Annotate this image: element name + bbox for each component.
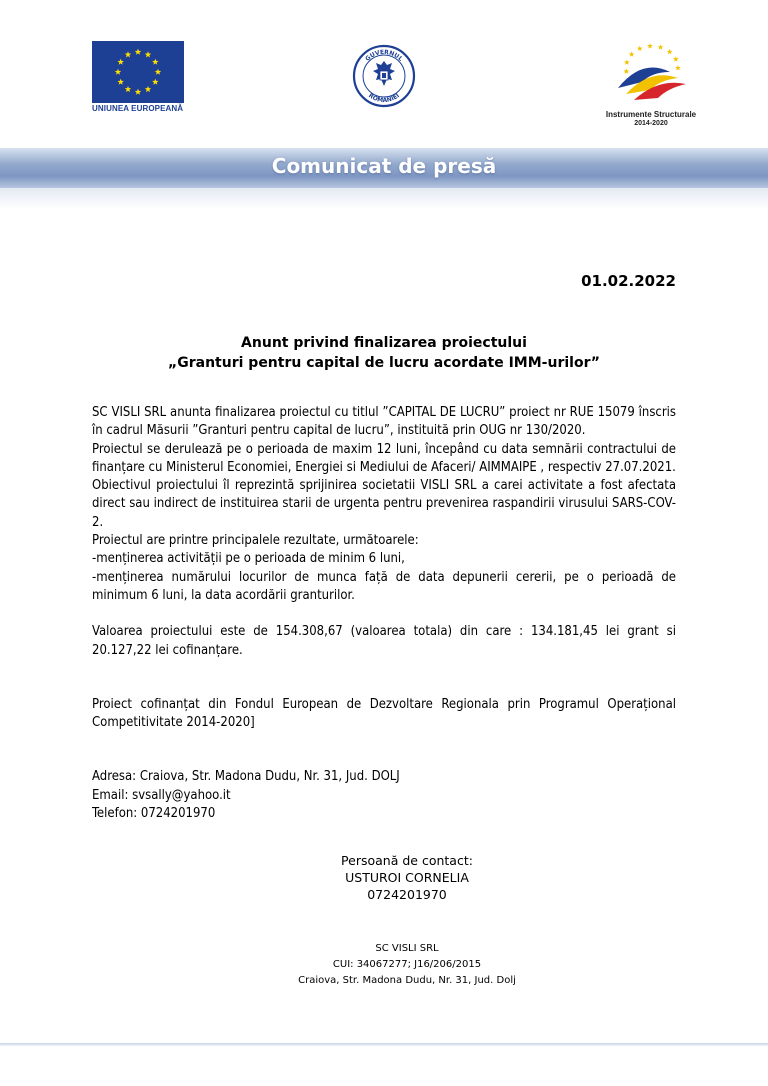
structural-star-icon: [647, 43, 653, 48]
eu-star-icon: [125, 51, 131, 57]
paragraph-cofinancing: Proiect cofinanțat din Fondul European de Dezvoltare Regionala prin Programul Operațional Competitivitate 2014-2020]: [92, 696, 676, 731]
paragraph-objective: Obiectivul proiectului îl reprezintă sprijinirea societatii VISLI SRL a carei activitate a fost afectata direct sau indirect de instituirea starii de urgenta pentru prevenirea raspandirii virusului SARS-COV-2.: [92, 478, 676, 530]
paragraph-duration: Proiectul se derulează pe o perioada de maxim 12 luni, începând cu data semnării contractului de finanțare cu Ministerul Economiei, Energiei si Mediului de Afaceri/ AIMMAIPE , respectiv 27.07.2021.: [92, 441, 676, 475]
banner-shadow: [0, 188, 768, 210]
eu-star-icon: [125, 86, 131, 92]
document-body: [92, 404, 676, 823]
contact-phone: Telefon: 0724201970: [92, 806, 216, 822]
contact-address: Adresa: Craiova, Str. Madona Dudu, Nr. 31, Jud. DOLJ: [92, 769, 400, 785]
contact-person-name: USTUROI CORNELIA: [345, 870, 469, 885]
eu-star-icon: [117, 79, 123, 85]
structural-star-icon: [624, 59, 630, 64]
structural-star-icon: [637, 46, 643, 51]
footer-company-name: SC VISLI SRL: [375, 943, 439, 954]
structural-star-icon: [629, 51, 635, 56]
seal-text-top: GUVERNUL: [364, 48, 404, 63]
footer-company-ids: CUI: 34067277; J16/206/2015: [332, 959, 482, 970]
eu-star-icon: [152, 59, 158, 65]
contact-email: Email: svsally@yahoo.it: [92, 787, 231, 803]
contact-person-label: Persoană de contact:: [341, 853, 473, 868]
eu-stars-icon: [92, 41, 184, 103]
document-title-line-1: Anunt privind finalizarea proiectului: [241, 335, 527, 351]
eu-star-icon: [155, 69, 161, 75]
banner-title: Comunicat de presă: [271, 154, 497, 178]
eu-star-icon: [152, 79, 158, 85]
footer-company-block: [92, 941, 722, 989]
document-date: 01.02.2022: [581, 272, 676, 290]
footer-divider: [0, 1043, 768, 1046]
eu-star-icon: [145, 86, 151, 92]
government-seal-logo: [352, 44, 416, 108]
eu-flag-logo: [92, 41, 184, 103]
contact-person-phone: 0724201970: [367, 887, 447, 902]
paragraph-project-value: Valoarea proiectului este de 154.308,67 (valoarea totala) din care : 134.181,45 lei grant si 20.127,22 lei cofinanțare.: [92, 624, 676, 658]
paragraph-announcement: SC VISLI SRL anunta finalizarea proiectul cu titlul ”CAPITAL DE LUCRU” proiect nr RUE 15079 înscris în cadrul Măsurii ”Granturi pentru capital de lucru”, instituită prin OUG nr 130/2020.: [92, 405, 676, 439]
paragraph-results-intro: Proiectul are printre principalele rezultate, următoarele:: [92, 533, 419, 549]
eu-star-icon: [117, 59, 123, 65]
eu-star-icon: [115, 69, 121, 75]
eu-label: UNIUNEA EUROPEANĂ: [92, 104, 184, 113]
eu-star-icon: [135, 89, 141, 95]
structural-star-icon: [675, 65, 681, 70]
contact-person-block: [92, 852, 722, 903]
seal-text-bottom: ROMÂNIEI: [367, 92, 401, 105]
structural-instruments-title: Instrumente Structurale: [605, 110, 697, 119]
result-item-activity: -menținerea activității pe o perioada de minim 6 luni,: [92, 551, 405, 567]
structural-star-icon: [673, 56, 679, 61]
eu-star-icon: [135, 49, 141, 55]
result-item-jobs: -menținerea numărului locurilor de munca față de data depunerii cererii, pe o perioadă de minimum 6 luni, la data acordării granturilor.: [92, 569, 676, 603]
structural-star-icon: [667, 49, 673, 54]
structural-star-icon: [623, 68, 629, 73]
eu-star-icon: [145, 51, 151, 57]
structural-instruments-logo: [612, 38, 690, 106]
structural-star-icon: [658, 44, 664, 49]
footer-company-address: Craiova, Str. Madona Dudu, Nr. 31, Jud. Dolj: [298, 975, 516, 986]
document-title-line-2: „Granturi pentru capital de lucru acordate IMM-urilor”: [168, 355, 600, 371]
structural-instruments-years: 2014-2020: [634, 120, 668, 127]
